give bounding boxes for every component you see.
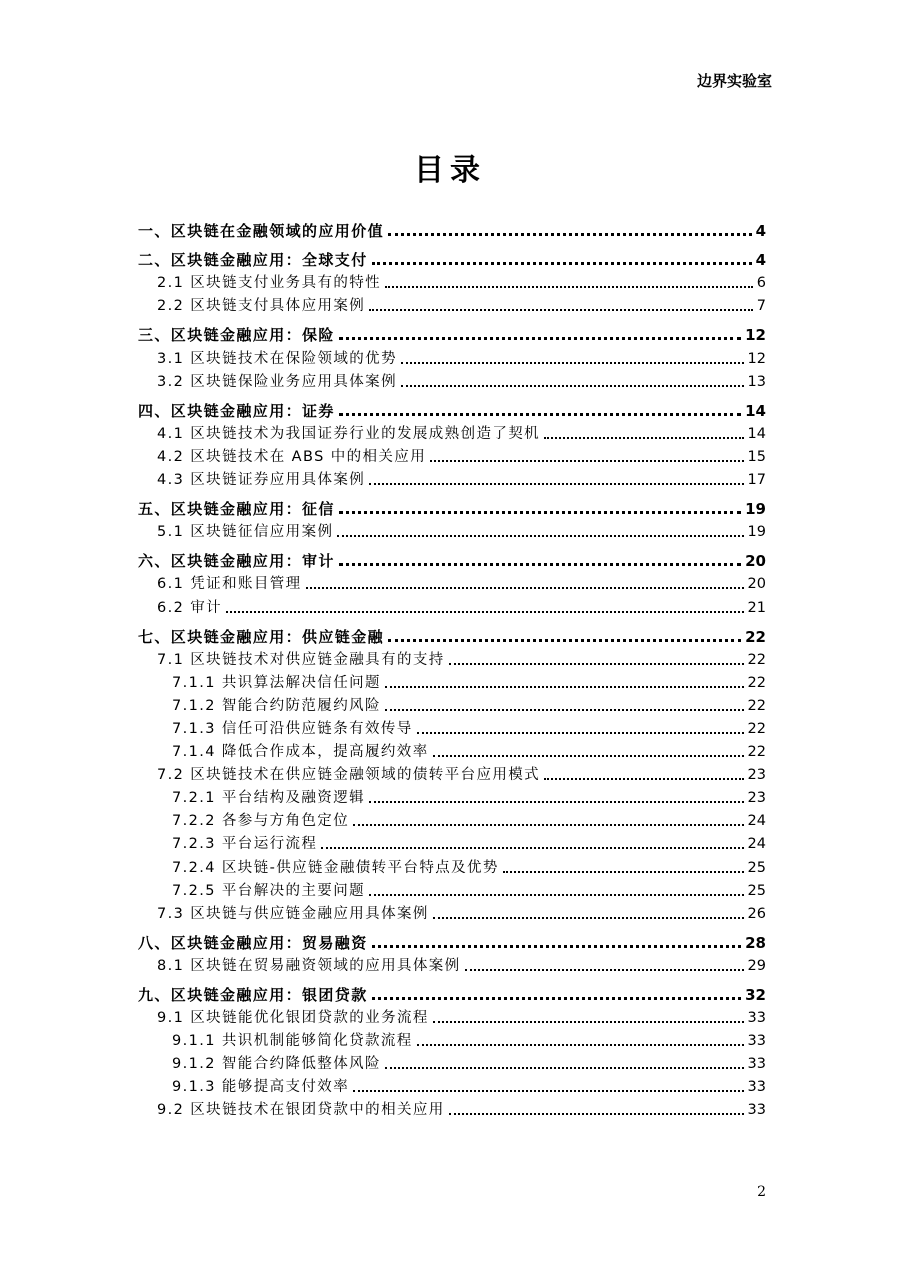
- toc-entry-page: 22: [747, 720, 766, 737]
- header-logo: 边界实验室: [696, 72, 772, 90]
- toc-entry-level-2[interactable]: [138, 594, 766, 617]
- toc-entry-level-3[interactable]: [138, 785, 766, 808]
- toc-dot-leader: [417, 732, 744, 734]
- toc-entry-label: 七、区块链金融应用：供应链金融: [138, 627, 385, 646]
- toc-dot-leader: [372, 262, 752, 265]
- toc-dot-leader: [433, 755, 744, 757]
- toc-entry-level-2[interactable]: [138, 762, 766, 785]
- toc-entry-page: 20: [747, 576, 766, 593]
- toc-entry-page: 14: [745, 401, 766, 420]
- toc-entry-label: 7.2.4 区块链-供应链金融债转平台特点及优势: [172, 859, 499, 876]
- toc-entry-level-2[interactable]: [138, 1097, 766, 1120]
- toc-entry-page: 22: [747, 651, 766, 668]
- toc-dot-leader: [369, 894, 744, 896]
- toc-entry-level-1[interactable]: [138, 322, 766, 345]
- toc-entry-level-2[interactable]: [138, 953, 766, 976]
- toc-dot-leader: [430, 460, 743, 462]
- toc-entry-label: 6.2 审计: [157, 599, 223, 616]
- toc-entry-label: 7.1.2 智能合约防范履约风险: [172, 697, 381, 714]
- toc-entry-level-1[interactable]: [138, 496, 766, 519]
- toc-entry-level-3[interactable]: [138, 670, 766, 693]
- toc-entry-level-1[interactable]: [138, 982, 766, 1005]
- toc-dot-leader: [433, 1021, 744, 1023]
- toc-entry-label: 一、区块链在金融领域的应用价值: [138, 222, 385, 241]
- toc-entry-page: 33: [747, 1056, 766, 1073]
- toc-entry-page: 23: [747, 790, 766, 807]
- toc-entry-level-2[interactable]: [138, 901, 766, 924]
- toc-entry-label: 9.1.3 能够提高支付效率: [172, 1079, 350, 1096]
- toc-entry-page: 6: [756, 275, 766, 292]
- toc-dot-leader: [337, 535, 743, 537]
- toc-entry-page: 20: [745, 552, 766, 571]
- toc-entry-page: 24: [747, 813, 766, 830]
- toc-dot-leader: [226, 611, 743, 613]
- toc-dot-leader: [385, 686, 744, 688]
- toc-entry-label: 8.1 区块链在贸易融资领域的应用具体案例: [157, 957, 461, 974]
- toc-entry-label: 九、区块链金融应用：银团贷款: [138, 986, 368, 1004]
- toc-entry-label: 3.2 区块链保险业务应用具体案例: [157, 373, 397, 390]
- toc-entry-page: 12: [745, 326, 766, 345]
- toc-entry-level-2[interactable]: [138, 293, 766, 316]
- toc-dot-leader: [339, 337, 741, 340]
- toc-entry-page: 19: [747, 524, 766, 541]
- toc-entry-level-3[interactable]: [138, 716, 766, 739]
- toc-entry-label: 二、区块链金融应用：全球支付: [138, 251, 368, 270]
- toc-entry-level-3[interactable]: [138, 693, 766, 716]
- toc-entry-label: 7.1 区块链技术对供应链金融具有的支持: [157, 651, 445, 668]
- toc-dot-leader: [353, 1090, 743, 1092]
- toc-dot-leader: [369, 309, 753, 311]
- toc-entry-level-2[interactable]: [138, 369, 766, 392]
- toc-entry-page: 25: [747, 859, 766, 876]
- toc-entry-label: 五、区块链金融应用：征信: [138, 500, 335, 519]
- toc-dot-leader: [385, 1067, 744, 1069]
- toc-entry-label: 4.3 区块链证券应用具体案例: [157, 472, 366, 489]
- toc-dot-leader: [339, 511, 741, 514]
- toc-entry-label: 八、区块链金融应用：贸易融资: [138, 933, 368, 952]
- page-number: 2: [757, 1184, 766, 1200]
- toc-dot-leader: [388, 233, 752, 236]
- toc-entry-level-2[interactable]: [138, 270, 766, 293]
- toc-entry-label: 7.2.2 各参与方角色定位: [172, 813, 350, 830]
- toc-dot-leader: [339, 413, 741, 416]
- toc-entry-label: 9.1 区块链能优化银团贷款的业务流程: [157, 1010, 429, 1027]
- toc-dot-leader: [544, 437, 743, 439]
- toc-dot-leader: [401, 385, 744, 387]
- toc-dot-leader: [544, 778, 743, 780]
- toc-entry-level-3[interactable]: [138, 854, 766, 877]
- toc-entry-level-1[interactable]: [138, 624, 766, 647]
- toc-entry-label: 9.2 区块链技术在银团贷款中的相关应用: [157, 1102, 445, 1119]
- toc-dot-leader: [401, 362, 744, 364]
- toc-entry-page: 22: [747, 697, 766, 714]
- toc-dot-leader: [372, 945, 742, 948]
- toc-entry-label: 三、区块链金融应用：保险: [138, 326, 335, 345]
- toc-entry-level-1[interactable]: [138, 398, 766, 421]
- toc-entry-label: 四、区块链金融应用：证券: [138, 401, 335, 420]
- toc-entry-page: 26: [747, 905, 766, 922]
- toc-entry-page: 33: [747, 1010, 766, 1027]
- toc-entry-label: 7.2.3 平台运行流程: [172, 836, 318, 853]
- toc-entry-label: 9.1.1 共识机制能够简化贷款流程: [172, 1033, 413, 1050]
- toc-entry-label: 7.2.1 平台结构及融资逻辑: [172, 790, 366, 807]
- toc-dot-leader: [417, 1044, 744, 1046]
- toc-entry-label: 9.1.2 智能合约降低整体风险: [172, 1056, 381, 1073]
- toc-entry-label: 2.1 区块链支付业务具有的特性: [157, 275, 382, 292]
- toc-dot-leader: [385, 709, 744, 711]
- toc-entry-page: 7: [756, 298, 766, 315]
- toc-entry-level-2[interactable]: [138, 467, 766, 490]
- toc-entry-page: 21: [747, 599, 766, 616]
- toc-entry-page: 22: [747, 674, 766, 691]
- toc-entry-page: 33: [747, 1102, 766, 1119]
- toc-entry-level-2[interactable]: [138, 571, 766, 594]
- toc-dot-leader: [388, 639, 741, 642]
- toc-entry-level-2[interactable]: [138, 1005, 766, 1028]
- toc-entry-page: 17: [747, 472, 766, 489]
- toc-dot-leader: [339, 563, 741, 566]
- toc-entry-level-3[interactable]: [138, 878, 766, 901]
- toc-entry-label: 7.2.5 平台解决的主要问题: [172, 882, 366, 899]
- toc-dot-leader: [433, 917, 744, 919]
- toc-entry-label: 4.2 区块链技术在 ABS 中的相关应用: [157, 448, 427, 465]
- toc-entry-label: 7.1.1 共识算法解决信任问题: [172, 674, 381, 691]
- toc-entry-label: 2.2 区块链支付具体应用案例: [157, 298, 366, 315]
- toc-entry-page: 4: [755, 222, 766, 241]
- toc-dot-leader: [385, 286, 753, 288]
- toc-entry-level-1[interactable]: [138, 930, 766, 953]
- toc-entry-level-3[interactable]: [138, 739, 766, 762]
- toc-entry-level-2[interactable]: [138, 647, 766, 670]
- toc-dot-leader: [372, 997, 742, 1000]
- toc-entry-level-3[interactable]: [138, 1028, 766, 1051]
- toc-entry-level-2[interactable]: [138, 519, 766, 542]
- toc-dot-leader: [369, 483, 743, 485]
- toc-entry-label: 6.1 凭证和账目管理: [157, 576, 302, 593]
- toc-entry-page: 22: [745, 627, 766, 646]
- toc-entry-label: 7.1.4 降低合作成本，提高履约效率: [172, 744, 429, 761]
- toc-entry-level-3[interactable]: [138, 831, 766, 854]
- toc-entry-level-3[interactable]: [138, 1051, 766, 1074]
- toc-dot-leader: [449, 663, 744, 665]
- toc-dot-leader: [503, 871, 744, 873]
- toc-entry-page: 12: [747, 350, 766, 367]
- toc-entry-label: 4.1 区块链技术为我国证券行业的发展成熟创造了契机: [157, 425, 541, 442]
- toc-entry-page: 29: [747, 957, 766, 974]
- toc-entry-level-2[interactable]: [138, 421, 766, 444]
- toc-entry-level-3[interactable]: [138, 1074, 766, 1097]
- toc-entry-page: 28: [745, 933, 766, 952]
- toc-entry-page: 4: [755, 251, 766, 270]
- toc-entry-page: 23: [747, 767, 766, 784]
- toc-entry-label: 六、区块链金融应用：审计: [138, 552, 335, 571]
- table-of-contents: [138, 218, 766, 1120]
- toc-entry-page: 33: [747, 1079, 766, 1096]
- toc-dot-leader: [369, 801, 744, 803]
- toc-dot-leader: [353, 824, 743, 826]
- toc-entry-page: 25: [747, 882, 766, 899]
- toc-entry-page: 24: [747, 836, 766, 853]
- toc-entry-level-1[interactable]: [138, 548, 766, 571]
- toc-entry-page: 15: [747, 448, 766, 465]
- toc-entry-level-2[interactable]: [138, 345, 766, 368]
- toc-entry-page: 22: [747, 744, 766, 761]
- toc-entry-level-1[interactable]: [138, 247, 766, 270]
- toc-dot-leader: [306, 587, 744, 589]
- toc-entry-level-2[interactable]: [138, 444, 766, 467]
- toc-dot-leader: [449, 1113, 744, 1115]
- toc-entry-label: 7.3 区块链与供应链金融应用具体案例: [157, 905, 429, 922]
- toc-entry-page: 32: [745, 986, 766, 1004]
- toc-entry-page: 13: [747, 373, 766, 390]
- toc-entry-label: 7.1.3 信任可沿供应链条有效传导: [172, 720, 413, 737]
- toc-entry-label: 5.1 区块链征信应用案例: [157, 524, 334, 541]
- toc-entry-level-3[interactable]: [138, 808, 766, 831]
- toc-entry-page: 14: [747, 425, 766, 442]
- toc-entry-level-1[interactable]: [138, 218, 766, 241]
- toc-entry-page: 33: [747, 1033, 766, 1050]
- toc-entry-page: 19: [745, 500, 766, 519]
- toc-entry-label: 7.2 区块链技术在供应链金融领域的债转平台应用模式: [157, 767, 541, 784]
- toc-entry-label: 3.1 区块链技术在保险领域的优势: [157, 350, 397, 367]
- toc-dot-leader: [465, 969, 744, 971]
- toc-dot-leader: [321, 847, 743, 849]
- page-title: 目录: [414, 153, 486, 188]
